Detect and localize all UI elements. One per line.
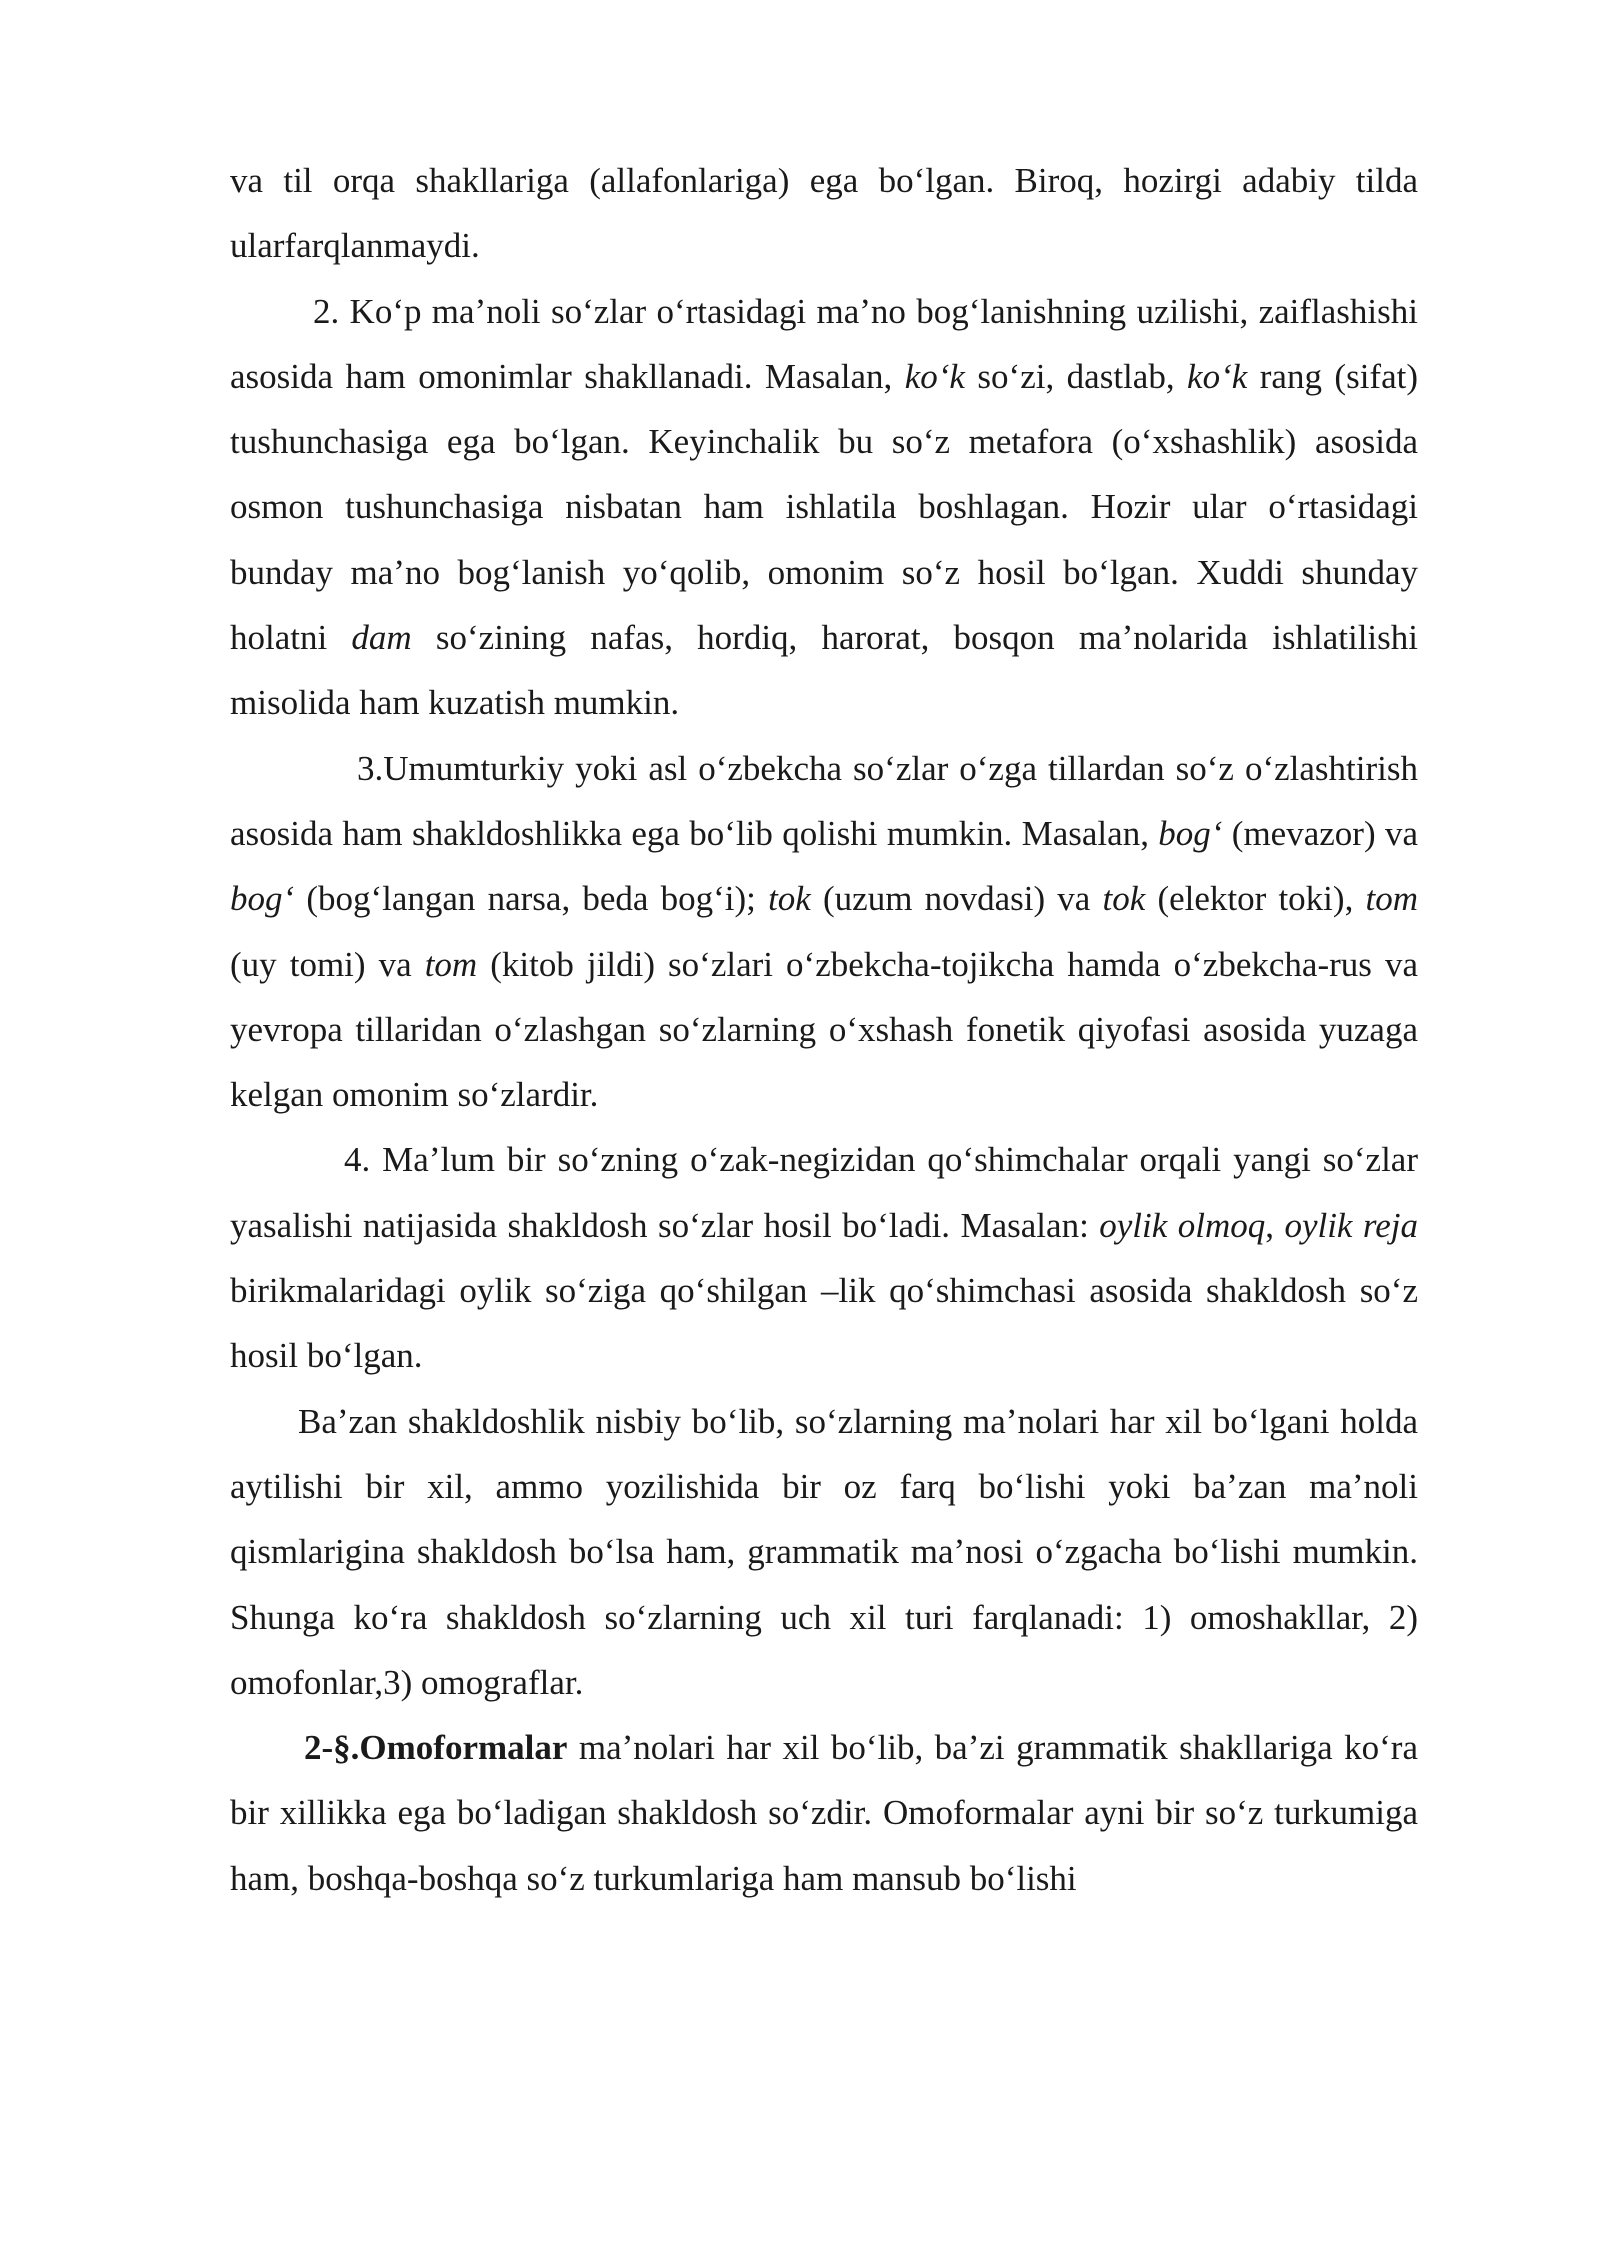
italic-term: koʻk [904,356,965,396]
text-run: , [1265,1205,1285,1245]
text-run: (uzum novdasi) va [810,879,1103,919]
paragraph-omoformalar [230,1715,1418,1911]
text-run: 3.Umumturkiy yoki asl oʻzbekcha soʻzlar oʻzga tillardan soʻz oʻzlashtirish asosida ham shakldoshlikka ega boʻlib qolishi mumkin. Masalan, [230,748,1418,853]
italic-term: koʻk [1187,356,1248,396]
italic-term: bogʻ [1158,813,1223,853]
paragraph-point-3 [230,736,1418,1128]
text-run: soʻzining nafas, hordiq, harorat, bosqon maʼnolarida ishlatilishi misolida ham kuzatish mumkin. [230,618,1419,723]
italic-term: tok [768,879,811,919]
body-text [230,148,1418,1911]
text-run: 2. Koʻp maʼnoli soʻzlar oʻrtasidagi maʼno bogʻlanishning uzilishi, zaiflashishi asosida ham omonimlar shakllanadi. Masalan, [230,291,1418,396]
text-run: maʼnolari har xil boʻlib, baʼzi grammatik shakllariga koʻra bir xillikka ega boʻladigan shakldosh soʻzdir. Omoformalar ayni bir soʻz turkumiga ham, boshqa-boshqa soʻz turkumlariga ham mansub boʻlishi [230,1728,1418,1898]
text-run: Baʼzan shakldoshlik nisbiy boʻlib, soʻzlarning maʼnolari har xil boʻlgani holda aytilishi bir xil, ammo yozilishida bir oz farq boʻlishi yoki baʼzan maʼnoli qismlarigina shakldosh boʻlsa ham, grammatik maʼnosi oʻzgacha boʻlishi mumkin. Shunga koʻra shakldosh soʻzlarning uch xil turi farqlanadi: 1) omoshakllar, 2) omofonlar,3) omograflar. [230,1401,1418,1702]
italic-term: tom [1365,879,1418,919]
text-run: rang (sifat) tushunchasiga ega boʻlgan. Keyinchalik bu soʻz metafora (oʻxshashlik) asosida osmon tushunchasiga nisbatan ham ishlatila boshlagan. Hozir ular oʻrtasidagi bunday maʼno bogʻlanish yoʻqolib, omonim soʻz hosil boʻlgan. Xuddi shunday holatni [230,356,1418,658]
italic-term: tom [424,944,478,984]
text-run: (uy tomi) va [230,944,425,984]
paragraph-shakldoshlik-types [230,1389,1418,1715]
text-run: 4. Maʼlum bir soʻzning oʻzak-negizidan qoʻshimchalar orqali yangi soʻzlar yasalishi natijasida shakldosh soʻzlar hosil boʻladi. Masalan: [230,1140,1418,1245]
bold-heading: 2-§.Omoformalar [304,1728,568,1768]
text-run: (mevazor) va [1222,813,1418,853]
text-run: (elektor toki), [1145,879,1366,919]
text-run: soʻzi, dastlab, [964,356,1188,396]
paragraph-point-4 [230,1127,1418,1388]
italic-term: oylik reja [1284,1205,1418,1245]
italic-term: dam [351,618,412,658]
text-run: (kitob jildi) soʻzlari oʻzbekcha-tojikcha hamda oʻzbekcha-rus va yevropa tillaridan oʻzlashgan soʻzlarning oʻxshash fonetik qiyofasi asosida yuzaga kelgan omonim soʻzlardir. [230,944,1418,1115]
text-run: (bogʻlangan narsa, beda bogʻi); [294,879,769,919]
text-run: va til orqa shakllariga (allafonlariga) ega boʻlgan. Biroq, hozirgi adabiy tilda ularfarqlanmaydi. [230,161,1418,266]
text-run: birikmalaridagi oylik soʻziga qoʻshilgan –lik qoʻshimchasi asosida shakldosh soʻz hosil boʻlgan. [230,1271,1418,1376]
italic-term: oylik olmoq [1099,1205,1266,1245]
italic-term: tok [1102,879,1146,919]
italic-term: bogʻ [230,879,295,919]
paragraph-continuation [230,148,1418,279]
paragraph-point-2 [230,279,1418,736]
